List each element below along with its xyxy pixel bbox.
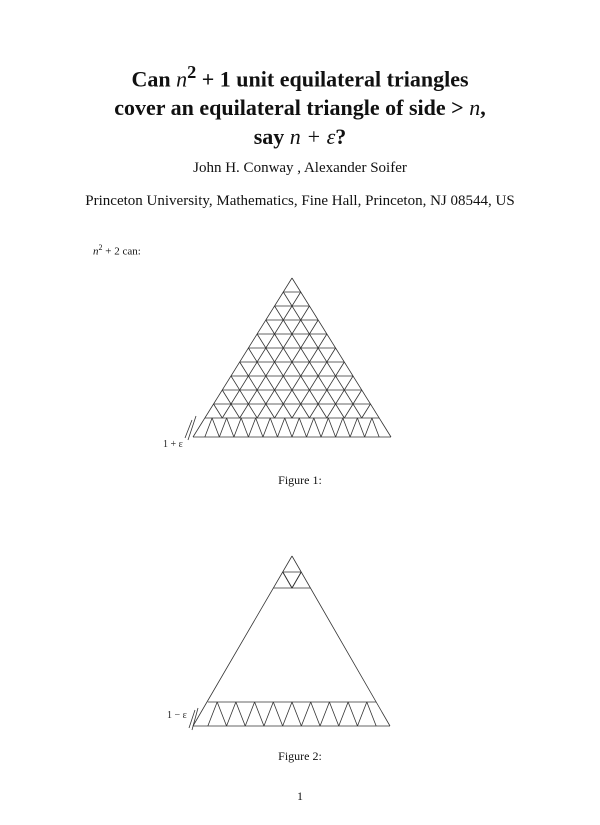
paper-title — [0, 58, 600, 151]
figure-1 — [0, 270, 600, 460]
figure-1-strip-triangle — [285, 418, 292, 437]
figure-2-strip-triangle — [357, 702, 366, 726]
figure-1-grid-line — [214, 404, 223, 418]
figure-2-top-line — [283, 572, 292, 588]
figure-1-strip-triangle — [277, 418, 284, 437]
figure-1-strip-triangle — [219, 418, 226, 437]
figure-1-strip-triangle — [328, 418, 335, 437]
figure-2-edge — [292, 556, 390, 726]
figure-1-strip-label: 1 + ε — [163, 439, 183, 450]
figure-2-strip-triangle — [320, 702, 329, 726]
figure-1-strip-triangle — [263, 418, 270, 437]
figure-2-top-line — [292, 572, 301, 588]
figure-2-strip-triangle — [217, 702, 226, 726]
figure-2-caption: Figure 2: — [278, 749, 322, 763]
figure-1-strip-marker — [185, 420, 192, 438]
figure-1-strip-triangle — [357, 418, 364, 437]
figure-1-strip-triangle — [205, 418, 212, 437]
figure-1-strip-triangle — [241, 418, 248, 437]
figure-2-strip-triangle — [255, 702, 264, 726]
figure-2-strip-triangle — [301, 702, 310, 726]
figure-1-strip-triangle — [372, 418, 379, 437]
figure-1-strip-triangle — [256, 418, 263, 437]
figure-1-strip-triangle — [248, 418, 255, 437]
figure-2-strip-triangle — [273, 702, 282, 726]
figure-1-strip-triangle — [270, 418, 277, 437]
figure-2-strip-triangle — [367, 702, 376, 726]
figure-2-strip-triangle — [283, 702, 292, 726]
figure-2-strip-triangle — [292, 702, 301, 726]
figure-1-strip-triangle — [234, 418, 241, 437]
figure-1-grid-line — [222, 292, 300, 418]
affiliation: Princeton University, Mathematics, Fine Hall, Princeton, NJ 08544, US — [85, 193, 515, 209]
figure-1-grid-line — [257, 320, 318, 418]
figure-2 — [0, 550, 600, 735]
figure-2-strip-triangle — [311, 702, 320, 726]
figure-1-strip-triangle — [227, 418, 234, 437]
figure-1-strip-triangle — [350, 418, 357, 437]
figure-1-strip-triangle — [365, 418, 372, 437]
figure-2-strip-triangle — [245, 702, 254, 726]
title-line-3: say n + ε? — [253, 124, 347, 150]
authors: John H. Conway , Alexander Soifer — [193, 160, 407, 176]
figure-2-strip-triangle — [348, 702, 357, 726]
figure-1-grid-line — [292, 348, 336, 418]
figure-2-strip-triangle — [329, 702, 338, 726]
figure-1-grid-line — [266, 320, 327, 418]
figure-2-strip-triangle — [227, 702, 236, 726]
page-number: 1 — [297, 789, 303, 803]
figure-1-strip-triangle — [212, 418, 219, 437]
figure-1-caption: Figure 1: — [278, 473, 322, 487]
figure-2-strip-label: 1 − ε — [167, 710, 187, 721]
figure-1-strip-triangle — [314, 418, 321, 437]
figure-2-strip-marker — [189, 710, 195, 728]
figure-2-strip-triangle — [264, 702, 273, 726]
figure-1-strip-triangle — [336, 418, 343, 437]
figure-1-strip-triangle — [321, 418, 328, 437]
figure-1-grid-line — [248, 348, 292, 418]
figure-1-strip-triangle — [299, 418, 306, 437]
figure-2-strip-triangle — [236, 702, 245, 726]
figure-2-strip-triangle — [208, 702, 217, 726]
figure-1-grid-line — [362, 404, 371, 418]
figure-1-strip-triangle — [292, 418, 299, 437]
lead-text: $n^2 + 2$ can: — [93, 243, 141, 258]
figure-1-grid-line — [283, 292, 361, 418]
figure-1-strip-triangle — [307, 418, 314, 437]
title-line-2: cover an equilateral triangle of side > n, — [114, 95, 486, 121]
figure-2-edge — [193, 556, 292, 726]
title-line-1: Can $n^2 + 1$ unit equilateral triangles — [131, 62, 469, 92]
figure-2-strip-triangle — [339, 702, 348, 726]
figure-1-strip-triangle — [343, 418, 350, 437]
